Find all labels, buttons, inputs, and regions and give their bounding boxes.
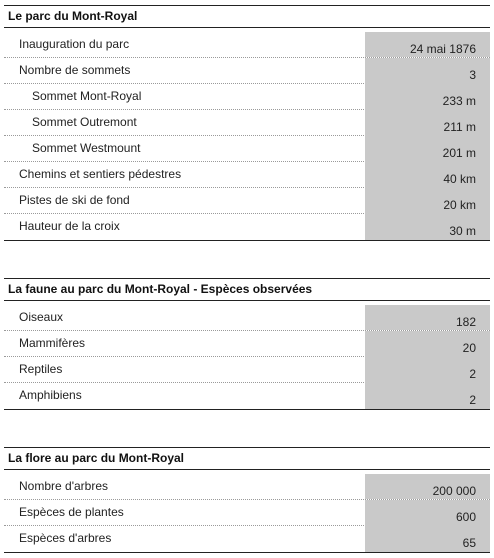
row-value: 2 [365, 357, 490, 383]
table-row [4, 58, 490, 84]
table-row [4, 305, 490, 331]
section-title: La flore au parc du Mont-Royal [4, 447, 490, 470]
table-row [4, 84, 490, 110]
row-value: 40 km [365, 162, 490, 188]
table-row [4, 357, 490, 383]
row-label: Sommet Mont-Royal [32, 89, 142, 103]
section-title: Le parc du Mont-Royal [4, 5, 490, 28]
table-row [4, 526, 490, 552]
park-facts-table [4, 32, 490, 241]
row-value: 182 [365, 305, 490, 330]
table-row [4, 331, 490, 357]
row-value: 2 [365, 383, 490, 409]
row-value: 65 [365, 526, 490, 552]
row-value: 200 000 [365, 474, 490, 499]
fauna-table [4, 305, 490, 410]
row-label: Hauteur de la croix [19, 219, 120, 233]
table-row [4, 500, 490, 526]
row-label: Nombre de sommets [19, 63, 131, 77]
row-value: 30 m [365, 214, 490, 240]
table-row [4, 474, 490, 500]
row-value: 600 [365, 500, 490, 526]
row-label: Amphibiens [19, 388, 82, 402]
row-value: 20 km [365, 188, 490, 214]
row-label: Sommet Outremont [32, 115, 137, 129]
park-facts-section [4, 5, 490, 241]
fauna-section [4, 278, 490, 410]
row-value: 24 mai 1876 [365, 32, 490, 57]
table-row [4, 162, 490, 188]
row-label: Espèces de plantes [19, 505, 124, 519]
table-row [4, 188, 490, 214]
row-label: Inauguration du parc [19, 37, 130, 51]
table-row [4, 136, 490, 162]
row-value: 201 m [365, 136, 490, 162]
row-value: 233 m [365, 84, 490, 110]
row-label: Nombre d'arbres [19, 479, 108, 493]
flora-table [4, 474, 490, 553]
row-value: 3 [365, 58, 490, 84]
flora-section [4, 447, 490, 553]
section-title: La faune au parc du Mont-Royal - Espèces observées [4, 278, 490, 301]
table-row [4, 32, 490, 58]
row-label: Mammifères [19, 336, 86, 350]
row-label: Oiseaux [19, 310, 64, 324]
row-label: Pistes de ski de fond [19, 193, 130, 207]
row-label: Sommet Westmount [32, 141, 141, 155]
row-label: Reptiles [19, 362, 63, 376]
row-label: Chemins et sentiers pédestres [19, 167, 182, 181]
table-row [4, 110, 490, 136]
table-row [4, 214, 490, 240]
row-value: 20 [365, 331, 490, 357]
row-value: 211 m [365, 110, 490, 136]
table-row [4, 383, 490, 409]
row-label: Espèces d'arbres [19, 531, 112, 545]
